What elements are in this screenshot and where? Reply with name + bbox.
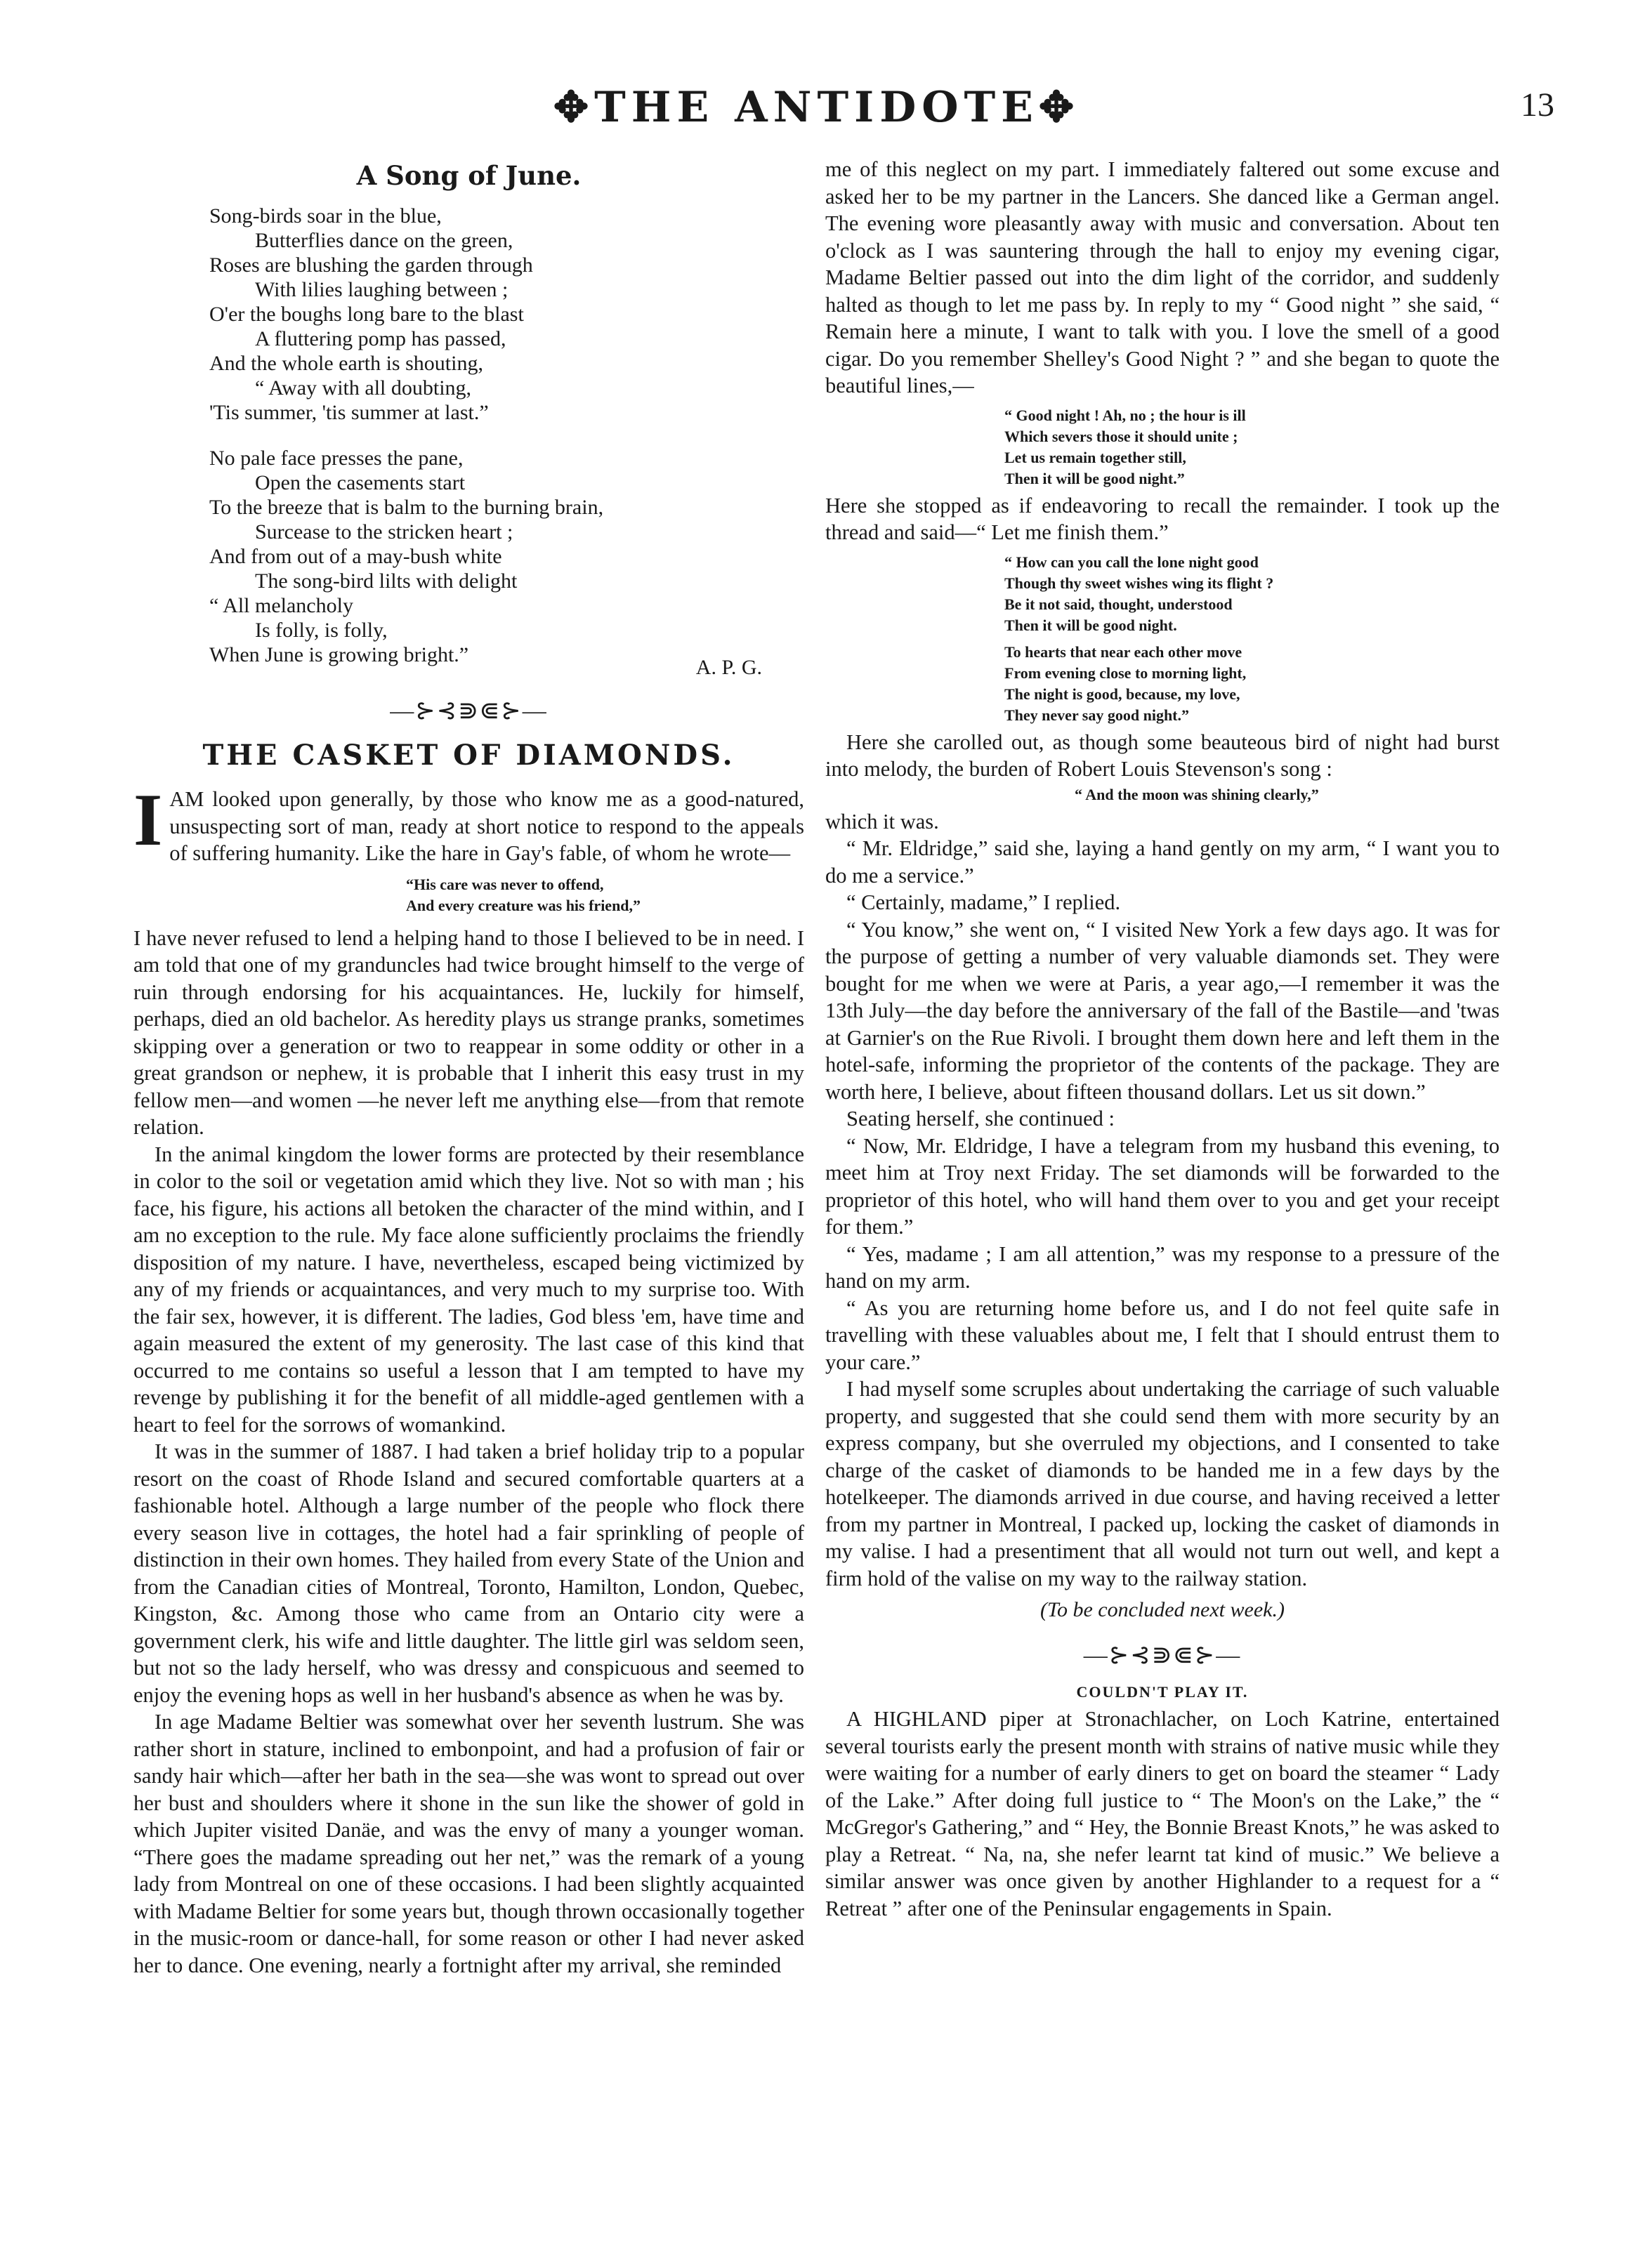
story-paragraph-6: me of this neglect on my part. I immediately faltered out some excuse and asked her to be my partner in the Lancers. She danced like a German angel. The evening wore pleasantly away with music and conversation. About ten o'clock as I was sauntering through the hall to enjoy my evening cigar, Madame Beltier passed out into the dim light of the corridor, and suddenly halted as though to let me pass by. In reply to my “ Good night ” she said, “ Remain here a minute, I want to talk with you. I love the smell of a good cigar. Do you remember Shelley's Good Night ? ” and she began to quote the beautiful lines,— [825, 157, 1500, 397]
shelley-quote [1004, 405, 1500, 489]
story-paragraph-11: “ Certainly, madame,” I replied. [846, 890, 1121, 914]
right-column [825, 156, 1500, 1922]
gay-fable-quote [406, 874, 804, 916]
article-title: COULDN'T PLAY IT. [1076, 1683, 1249, 1701]
publication-title: ✥THE ANTIDOTE✥ [553, 83, 1080, 132]
poem-stanza-2-line: Is folly, is folly, [255, 619, 388, 642]
poem-stanza-2-line: When June is growing bright.” [209, 643, 469, 666]
shelley-quote-line: Then it will be good night.” [1004, 469, 1185, 487]
story-title: THE CASKET OF DIAMONDS. [202, 739, 735, 772]
poem-signature: A. P. G. [695, 656, 762, 679]
shelley-quote-continued [1004, 552, 1500, 636]
poem-stanza-1-line: Roses are blushing the garden through [209, 253, 533, 277]
poem-stanza-1-line: 'Tis summer, 'tis summer at last.” [209, 401, 489, 424]
story-paragraph-2: I have never refused to lend a helping hand to those I believed to be in need. I am told that one of my granduncles had twice brought himself to the verge of ruin through endorsing for his acquaintances. He, luckily for himself, perhaps, died an old bachelor. As heredity plays us strange pranks, sometimes skipping over a generation or two to reappear in some oddity or other in a great grandson or nephew, it is probable that I inherit this easy trust in my fellow men—and women —he never left me anything else—from that remote relation. [133, 925, 804, 1139]
story-paragraph-3: In the animal kingdom the lower forms are protected by their resemblance in color to the soil or vegetation amid which they live. Not so with man ; his face, his figure, his actions all betoken the character of the mind within, and I am no exception to the rule. My face alone sufficiently proclaims the friendly disposition of my nature. I have, nevertheless, escaped being victimized by any of my friends or acquaintances, and very much to my surprise too. With the fair sex, however, it is different. The ladies, God bless 'em, have time and again measured the extent of my generosity. The last case of this kind that occurred to me contains so useful a lesson that I am tempted to have my revenge by publishing it for the benefit of all middle-aged gentlemen with a heart to feel for the sorrows of womankind. [133, 1142, 804, 1437]
section-ornament-2: —⊱⊰⋑⋐⊱— [1083, 1642, 1242, 1668]
poem-stanza-1-line: And the whole earth is shouting, [209, 352, 483, 375]
section-ornament: —⊱⊰⋑⋐⊱— [390, 698, 548, 724]
poem-stanza-1-line: O'er the boughs long bare to the blast [209, 303, 524, 326]
gay-fable-quote-line: And every creature was his friend,” [406, 896, 641, 914]
page-number: 13 [1521, 86, 1554, 124]
poem-stanza-2-line: “ All melancholy [209, 594, 353, 617]
poem-stanza-2 [209, 446, 804, 667]
shelley-quote-stanza-2-line: From evening close to morning light, [1004, 664, 1247, 682]
poem-stanza-1-line: A fluttering pomp has passed, [255, 327, 506, 350]
poem-stanza-1-line: With lilies laughing between ; [255, 278, 509, 301]
poem-stanza-1 [209, 204, 804, 425]
shelley-quote-continued-line: Though thy sweet wishes wing its flight ? [1004, 574, 1274, 592]
shelley-quote-line: Let us remain together still, [1004, 448, 1186, 466]
poem-stanza-2-line: To the breeze that is balm to the burning brain, [209, 496, 604, 519]
story-paragraph-15: “ Yes, madame ; I am all attention,” was my response to a pressure of the hand on my arm. [825, 1241, 1500, 1293]
article-body: A HIGHLAND piper at Stronachlacher, on Loch Katrine, entertained several tourists early the present month with strains of native music while they were waiting for a number of early diners to get on board the steamer “ Lady of the Lake.” After doing full justice to “ The Moon's on the Lake,” the “ McGregor's Gathering,” and “ Hey, the Bonnie Breast Knots,” he was asked to play a Retreat. “ Na, na, she nefer learnt tat kind of music.” We believe a similar answer was once given by another Highlander to a request for a “ Retreat ” after one of the Peninsular engagements in Spain. [825, 1707, 1500, 1920]
story-paragraph-8: Here she carolled out, as though some beauteous bird of night had burst into melody, the burden of Robert Louis Stevenson's song : [825, 730, 1500, 781]
shelley-quote-continued-line: Then it will be good night. [1004, 616, 1177, 634]
shelley-quote-continued-line: Be it not said, thought, understood [1004, 595, 1233, 613]
drop-cap: I [133, 779, 163, 861]
poem-stanza-1-line: Butterflies dance on the green, [255, 229, 513, 252]
poem-stanza-2-line: And from out of a may-bush white [209, 545, 502, 568]
gay-fable-quote-line: “His care was never to offend, [406, 875, 604, 893]
poem-stanza-1-line: “ Away with all doubting, [255, 376, 472, 400]
story-paragraph-14: “ Now, Mr. Eldridge, I have a telegram from my husband this evening, to meet him at Troy next Friday. The set diamonds will be forwarded to the proprietor of this hotel, who will hand them over to you and get your receipt for them.” [825, 1133, 1500, 1239]
story-paragraph-5: In age Madame Beltier was somewhat over her seventh lustrum. She was rather short in stature, inclined to embonpoint, and had a profusion of fair or sandy hair which—after her bath in the sea—she was wont to spread out over her bust and shoulders where it shone in the sun like the shower of gold in which Jupiter visited Danäe, and was the envy of many a younger woman. “There goes the madame spreading out her net,” was the remark of a young lady from Montreal on one of these occasions. I had been slightly acquainted with Madame Beltier for some years but, though thrown occasionally together in the music-room or dance-hall, for some reason or other I had never asked her to dance. One evening, nearly a fortnight after my arrival, she reminded [133, 1710, 804, 1977]
poem-stanza-2-line: The song-bird lilts with delight [255, 569, 518, 593]
song-title: A Song of June. [356, 160, 582, 191]
left-column [133, 156, 804, 1979]
poem-stanza-2-line: No pale face presses the pane, [209, 447, 464, 470]
story-paragraph-9: which it was. [825, 809, 939, 833]
story-paragraph-7: Here she stopped as if endeavoring to recall the remainder. I took up the thread and said—“ Let me finish them.” [825, 493, 1500, 544]
stevenson-quote: “ And the moon was shining clearly,” [1075, 785, 1319, 803]
shelley-quote-stanza-2-line: They never say good night.” [1004, 706, 1190, 724]
shelley-quote-continued-line: “ How can you call the lone night good [1004, 553, 1259, 571]
continued-note: (To be concluded next week.) [1040, 1598, 1285, 1621]
shelley-quote-stanza-2-line: The night is good, because, my love, [1004, 685, 1240, 703]
story-paragraph-13: Seating herself, she continued : [846, 1107, 1115, 1130]
poem-stanza-2-line: Open the casements start [255, 471, 466, 494]
shelley-quote-stanza-2 [1004, 642, 1500, 726]
story-paragraph-16: “ As you are returning home before us, and I do not feel quite safe in travelling with these valuables about me, I felt that I should entrust them to your care.” [825, 1295, 1500, 1374]
poem-stanza-1-line: Song-birds soar in the blue, [209, 204, 442, 228]
shelley-quote-stanza-2-line: To hearts that near each other move [1004, 642, 1242, 661]
story-paragraph-12: “ You know,” she went on, “ I visited New York a few days ago. It was for the purpose of getting a number of very valuable diamonds set. They were bought for me when we were at Paris, a year ago,—I remember it was the 13th July—the day before the anniversary of the fall of the Bastile—and 'twas at Garnier's on the Rue Rivoli. I brought them down here and left them in the hotel-safe, informing the proprietor of the contents of the package. They are worth here, I believe, about fifteen thousand dollars. Let us sit down.” [825, 917, 1500, 1104]
story-paragraph-1: IAM looked upon generally, by those who know me as a good-natured, unsuspecting sort of man, ready at short notice to respond to the appeals of suffering humanity. Like the hare in Gay's fable, of whom he wrote— [133, 779, 804, 865]
story-paragraph-17: I had myself some scruples about undertaking the carriage of such valuable property, and suggested that she could send them with more security by an express company, but she overruled my objections, and I consented to take charge of the casket of diamonds to be handed me in a few days by the hotelkeeper. The diamonds arrived in due course, and having received a letter from my partner in Montreal, I packed up, locking the casket of diamonds in my valise. I had a presentiment that all would not turn out well, and kept a firm hold of the valise on my way to the railway station. [825, 1377, 1500, 1590]
shelley-quote-line: “ Good night ! Ah, no ; the hour is ill [1004, 406, 1246, 424]
shelley-quote-line: Which severs those it should unite ; [1004, 427, 1238, 445]
story-paragraph-10: “ Mr. Eldridge,” said she, laying a hand gently on my arm, “ I want you to do me a service.” [825, 836, 1500, 888]
masthead [0, 83, 1633, 139]
poem-stanza-2-line: Surcease to the stricken heart ; [255, 520, 513, 543]
story-paragraph-4: It was in the summer of 1887. I had taken a brief holiday trip to a popular resort on the coast of Rhode Island and secured comfortable quarters at a fashionable hotel. Although a large number of the people who flock there every season live in cottages, the hotel had a fair sprinkling of people of distinction in their own homes. They hailed from every State of the Union and from the Canadian cities of Montreal, Toronto, Hamilton, London, Quebec, Kingston, &c. Among those who came from an Ontario city were a government clerk, his wife and little daughter. The little girl was seldom seen, but not so the lady herself, who was dressy and conspicuous and seemed to enjoy the evening hops as well in her husband's absence as when he was by. [133, 1439, 804, 1707]
